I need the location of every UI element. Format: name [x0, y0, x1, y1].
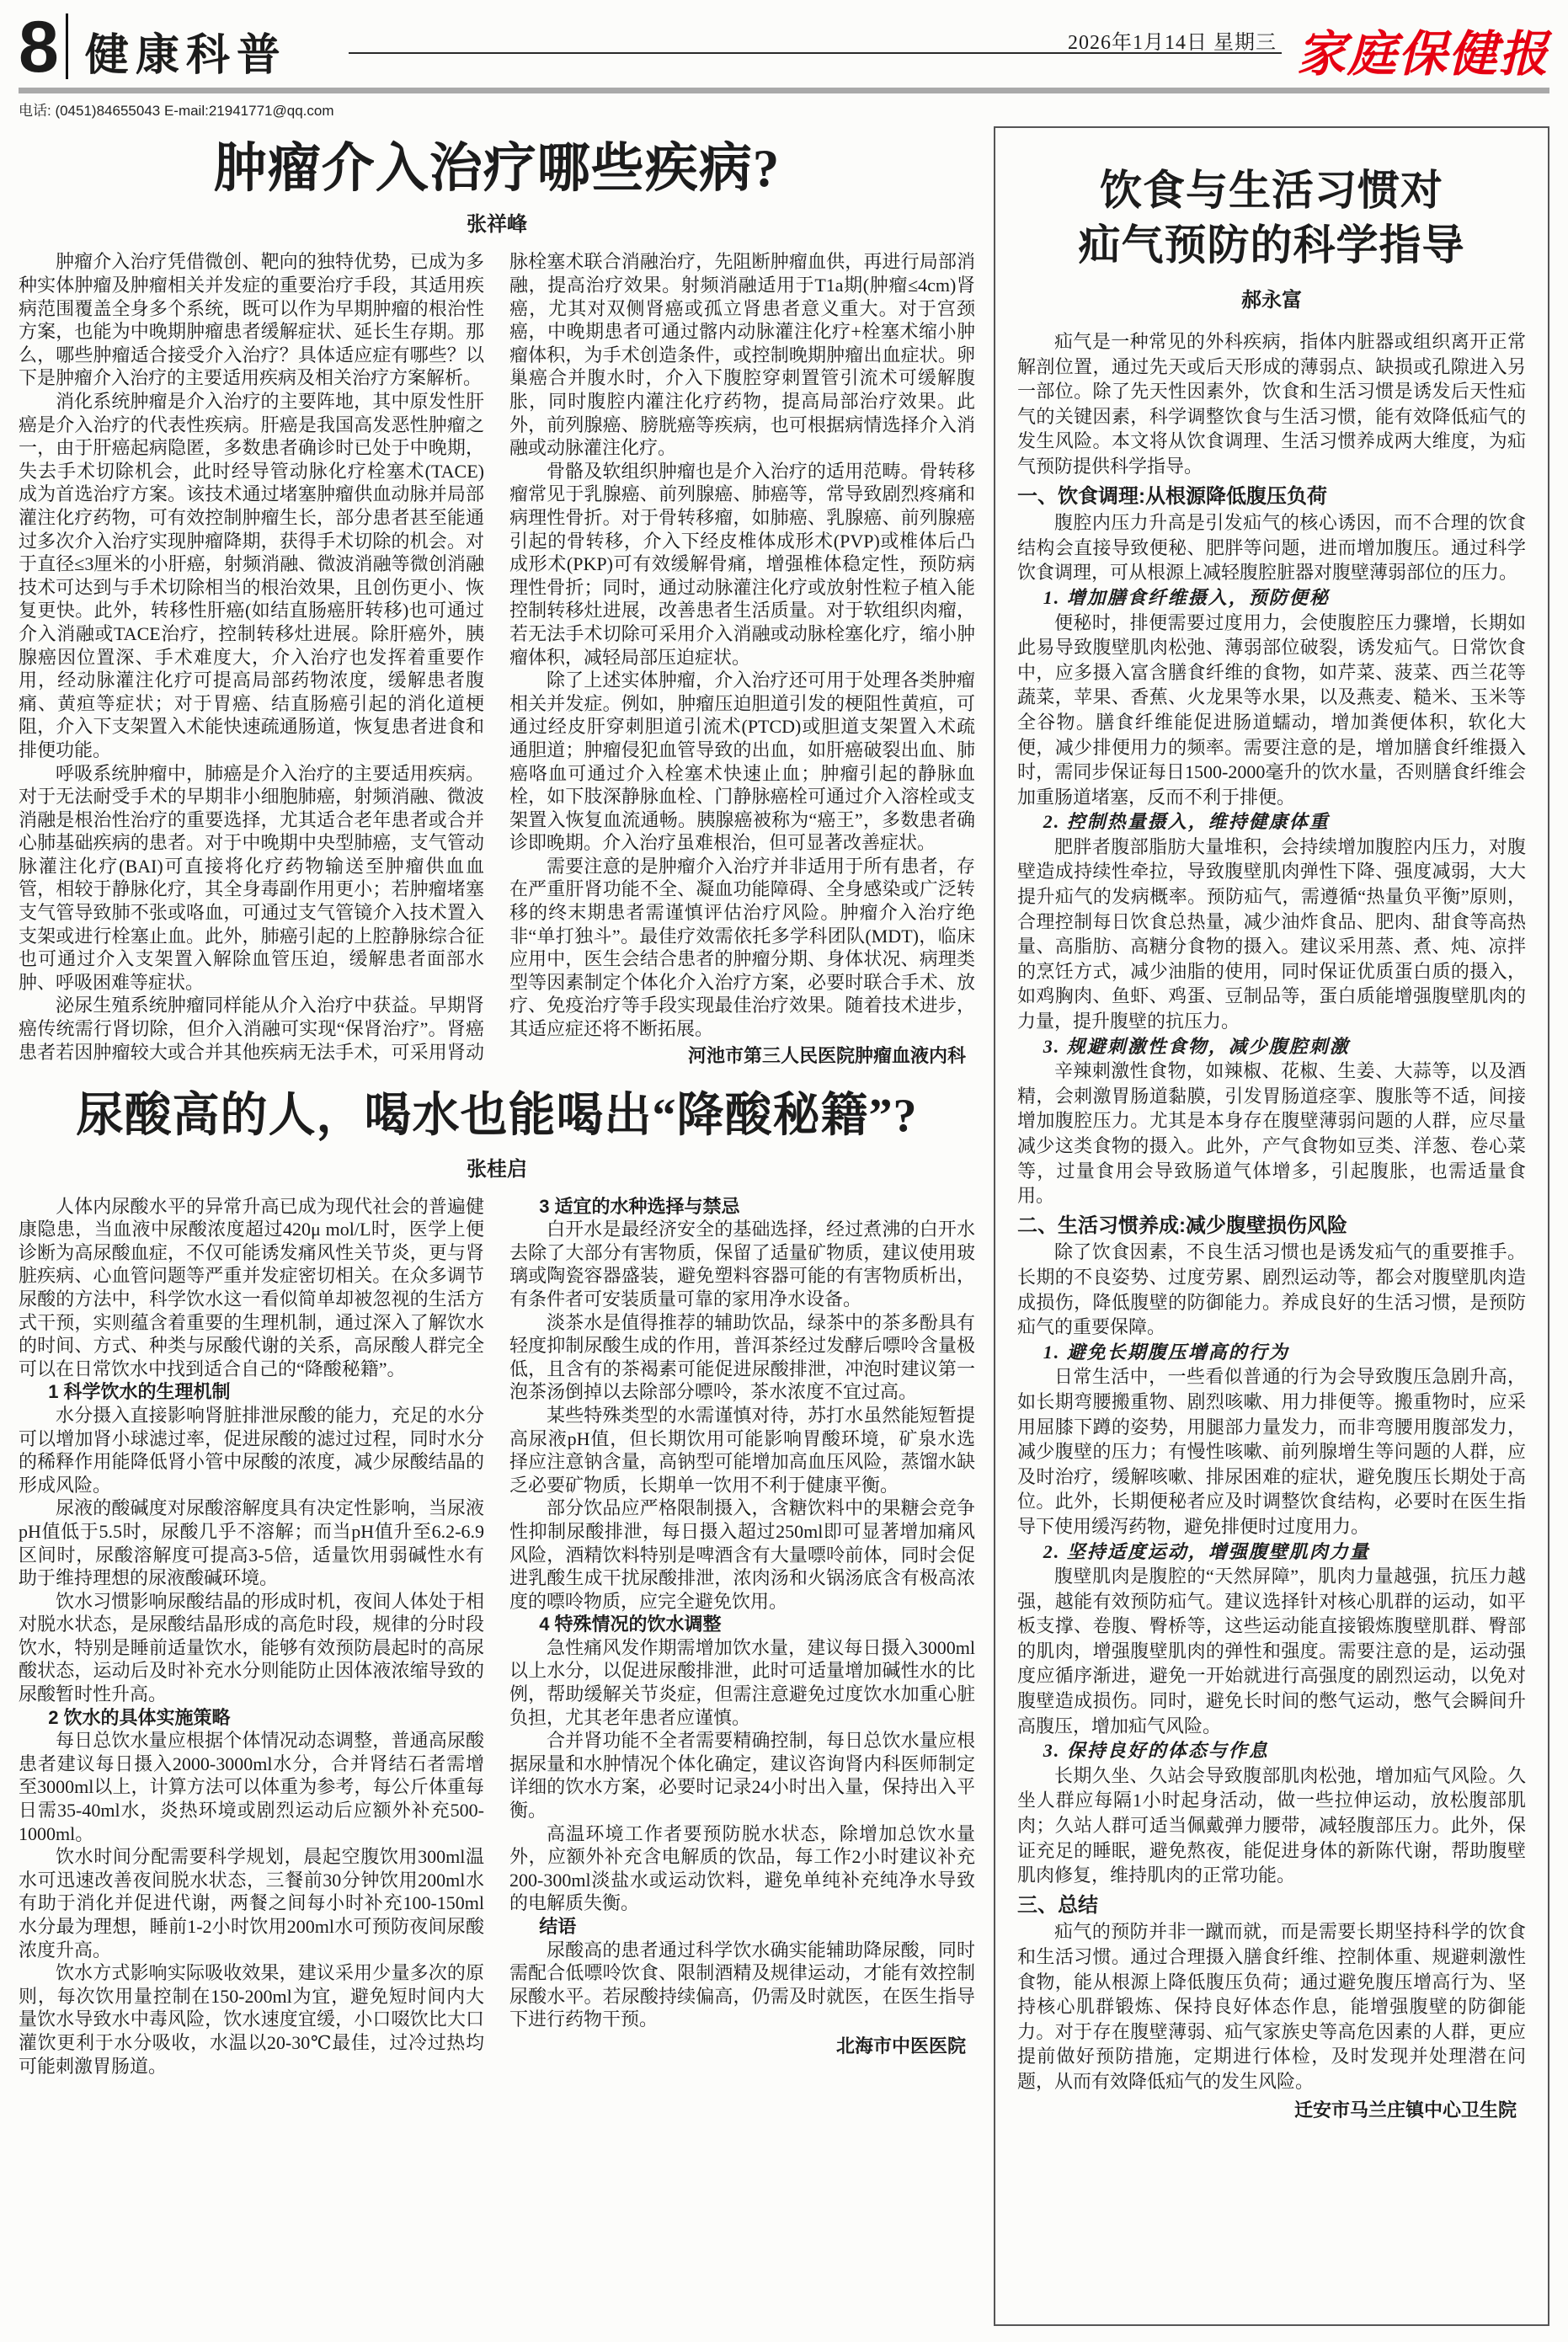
sub-heading: 1. 避免长期腹压增高的行为: [1043, 1341, 1289, 1363]
body-paragraph: 某些特殊类型的水需谨慎对待，苏打水虽然能短暂提高尿液pH值，但长期饮用可能影响胃酸环境，矿泉水选择应注意钠含量，高钠型可能增加高血压风险，蒸馏水缺乏必要矿物质，长期单一饮用不利于健康平衡。: [509, 1404, 975, 1496]
body-paragraph: 肿瘤介入治疗凭借微创、靶向的独特优势，已成为多种实体肿瘤及肿瘤相关并发症的重要治疗手段，其适用疾病范围覆盖全身多个系统，既可以作为早期肿瘤的根治性方案，也能为中晚期肿瘤患者缓解症状、延长生存期。那么，哪些肿瘤适合接受介入治疗？具体适应症有哪些？以下是肿瘤介入治疗的主要适用疾病及相关治疗方案解析。: [19, 251, 484, 389]
body-paragraph: 泌尿生殖系统肿瘤同样能从介入治疗中获益。早期肾癌传统需行肾切除，但介入消融可实现“保肾治疗”。肾癌患者若因肿瘤较大或合并其他疾病无法手术，可采用肾动脉栓塞术联合消融治疗，先阻断肿瘤血供，再进行局部消融，提高治疗效果。射频消融适用于T1a期(肿瘤≤4cm)肾癌，尤其对双侧肾癌或孤立肾患者意义重大。对于宫颈癌，中晚期患者可通过髂内动脉灌注化疗+栓塞术缩小肿瘤体积，为手术创造条件，或控制晚期肿瘤出血症状。卵巢癌合并腹水时，介入下腹腔穿刺置管引流术可缓解腹胀，同时腹腔内灌注化疗药物，提高局部治疗效果。此外，前列腺癌、膀胱癌等疾病，也可根据病情选择介入消融或动脉灌注化疗。: [19, 251, 975, 1063]
body-paragraph: 腹壁肌肉是腹腔的“天然屏障”，肌肉力量越强，抗压力越强，越能有效预防疝气。建议选择针对核心肌群的运动，如平板支撑、卷腹、臀桥等，这些运动能直接锻炼腹壁肌群、臀部的肌肉，增强腹壁肌肉的弹性和强度。需要注意的是，运动强度应循序渐进，避免一开始就进行高强度的剧烈运动，以免对腹壁造成损伤。同时，避免长时间的憋气运动，憋气会瞬间升高腹压，增加疝气风险。: [1017, 1566, 1526, 1736]
section-title: 健康科普: [84, 31, 287, 80]
article-uric-author: 张桂启: [467, 1157, 527, 1181]
article-hernia-author: 郝永富: [1241, 289, 1302, 312]
sub-heading: 3. 保持良好的体态与作息: [1043, 1740, 1269, 1762]
section-heading: 二、生活习惯养成:减少腹壁损伤风险: [1017, 1214, 1347, 1237]
body-paragraph: 肥胖者腹部脂肪大量堆积，会持续增加腹腔内压力，对腹壁造成持续性牵拉，导致腹壁肌肉弹性下降、强度减弱，大大提升疝气的发病概率。预防疝气，需遵循“热量负平衡”原则，合理控制每日饮食总热量，减少油炸食品、肥肉、甜食等高热量、高脂肪、高糖分食物的摄入。建议采用蒸、煮、炖、凉拌的烹饪方式，减少油脂的使用，同时保证优质蛋白质的摄入，如鸡胸肉、鱼虾、鸡蛋、豆制品等，蛋白质能增强腹壁肌肉的力量，提升腹壁的抗压力。: [1017, 835, 1526, 1032]
article-hernia-title-line1: 饮食与生活习惯对: [1100, 167, 1443, 214]
article-uric: [19, 1089, 975, 2078]
section-heading: 3 适宜的水种选择与禁忌: [539, 1195, 740, 1217]
body-paragraph: 除了上述实体肿瘤，介入治疗还可用于处理各类肿瘤相关并发症。例如，肿瘤压迫胆道引发的梗阻性黄疸，可通过经皮肝穿刺胆道引流术(PTCD)或胆道支架置入术疏通胆道；肿瘤侵犯血管导致的出血，如肝癌破裂出血、肺癌咯血可通过介入栓塞术快速止血；肿瘤引起的静脉血栓，如下肢深静脉血栓、门静脉癌栓可通过介入溶栓或支架置入恢复血流通畅。胰腺癌被称为“癌王”，多数患者确诊即晚期。介入治疗虽难根治，但可显著改善症状。: [509, 670, 975, 854]
page-number: 8: [19, 6, 57, 88]
body-paragraph: 除了饮食因素，不良生活习惯也是诱发疝气的重要推手。长期的不良姿势、过度劳累、剧烈运动等，都会对腹壁肌肉造成损伤，降低腹壁的防御能力。养成良好的生活习惯，是预防疝气的重要保障。: [1017, 1241, 1526, 1338]
left-column: [19, 126, 975, 2326]
body-paragraph: 便秘时，排便需要过度用力，会使腹腔压力骤增，长期如此易导致腹壁肌肉松弛、薄弱部位破裂，诱发疝气。日常饮食中，应多摄入富含膳食纤维的食物，如芹菜、菠菜、西兰花等蔬菜，苹果、香蕉、火龙果等水果，以及燕麦、糙米、玉米等全谷物。膳食纤维能促进肠道蠕动，增加粪便体积，软化大便，减少排便用力的频率。需要注意的是，增加膳食纤维摄入时，需同步保证每日1500-2000毫升的饮水量，否则膳食纤维会加重肠道堵塞，反而不利于排便。: [1017, 611, 1526, 808]
section-heading: 结语: [539, 1916, 577, 1938]
section-heading: 一、饮食调理:从根源降低腹压负荷: [1017, 484, 1327, 508]
sub-heading: 2. 坚持适度运动，增强腹壁肌肉力量: [1043, 1540, 1370, 1562]
section-heading: 2 饮水的具体实施策略: [48, 1706, 231, 1728]
article-signature: 迁安市马兰庄镇中心卫生院: [1293, 2099, 1517, 2121]
body-paragraph: 每日总饮水量应根据个体情况动态调整，普通高尿酸患者建议每日摄入2000-3000ml水分，合并肾结石者需增至3000ml以上，计算方法可以体重为参考，每公斤体重每日需35-40ml水，炎热环境或剧烈运动后应额外补充500-1000ml。: [19, 1730, 484, 1844]
body-paragraph: 疝气的预防并非一蹴而就，而是需要长期坚持科学的饮食和生活习惯。通过合理摄入膳食纤维、控制体重、规避刺激性食物，能从根源上降低腹压负荷；通过避免腹压增高行为、坚持核心肌群锻炼、保持良好体态作息，能增强腹壁的防御能力。对于存在腹壁薄弱、疝气家族史等高危因素的人群，更应提前做好预防措施，定期进行体检，及时发现并处理潜在问题，从而有效降低疝气的发生风险。: [1017, 1921, 1526, 2092]
body-paragraph: 骨骼及软组织肿瘤也是介入治疗的适用范畴。骨转移瘤常见于乳腺癌、前列腺癌、肺癌等，常导致剧烈疼痛和病理性骨折。对于骨转移瘤，如肺癌、乳腺癌、前列腺癌引起的骨转移，介入下经皮椎体成形术(PVP)或椎体后凸成形术(PKP)可有效缓解骨痛，增强椎体稳定性，预防病理性骨折；同时，通过动脉灌注化疗或放射性粒子植入能控制转移灶进展，改善患者生活质量。对于软组织肉瘤，若无法手术切除可采用介入消融或动脉栓塞化疗，缩小肿瘤体积，减轻局部压迫症状。: [509, 460, 975, 668]
body-paragraph: 部分饮品应严格限制摄入，含糖饮料中的果糖会竞争性抑制尿酸排泄，每日摄入超过250ml即可显著增加痛风风险，酒精饮料特别是啤酒含有大量嘌呤前体，同时会促进乳酸生成干扰尿酸排泄，浓肉汤和火锅汤底含有极高浓度的嘌呤物质，应完全避免饮用。: [509, 1497, 975, 1612]
body-paragraph: 饮水时间分配需要科学规划，晨起空腹饮用300ml温水可迅速改善夜间脱水状态，三餐前30分钟饮用200ml水有助于消化并促进代谢，两餐之间每小时补充100-150ml水分最为理想，睡前1-2小时饮用200ml水可预防夜间尿酸浓度升高。: [19, 1846, 484, 1961]
masthead-divider: [66, 13, 68, 79]
body-paragraph: 日常生活中，一些看似普通的行为会导致腹压急剧升高，如长期弯腰搬重物、剧烈咳嗽、用力排便等。搬重物时，应采用屈膝下蹲的姿势，用腿部力量发力，而非弯腰用腹部发力，减少腹壁的压力；有慢性咳嗽、前列腺增生等问题的人群，应及时治疗，缓解咳嗽、排尿困难的症状，避免腹压长期处于高位。此外，长期便秘者应及时调整饮食结构，必要时在医生指导下使用缓泻药物，避免排便时过度用力。: [1017, 1366, 1526, 1537]
body-paragraph: 水分摄入直接影响肾脏排泄尿酸的能力，充足的水分可以增加肾小球滤过率，促进尿酸的滤过过程，同时水分的稀释作用能降低肾小管中尿酸的浓度，减少尿酸结晶的形成风险。: [19, 1404, 484, 1496]
contact-line: 电话: (0451)84655043 E-mail:21941771@qq.com: [19, 103, 334, 119]
article-tumor-author: 张祥峰: [467, 213, 527, 237]
body-paragraph: 长期久坐、久站会导致腹部肌肉松弛，增加疝气风险。久坐人群应每隔1小时起身活动，做一些拉伸运动，放松腹部肌肉；久站人群可适当佩戴弹力腰带，减轻腹部压力。此外，保证充足的睡眠，避免熬夜，能促进身体的新陈代谢，帮助腹壁肌肉修复，维持肌肉的正常功能。: [1017, 1764, 1526, 1886]
body-paragraph: 合并肾功能不全者需要精确控制，每日总饮水量应根据尿量和水肿情况个体化确定，建议咨询肾内科医师制定详细的饮水方案，必要时记录24小时出入量，保持出入平衡。: [509, 1730, 975, 1822]
body-paragraph: 辛辣刺激性食物，如辣椒、花椒、生姜、大蒜等，以及酒精，会刺激胃肠道黏膜，引发胃肠道痉挛、腹胀等不适，间接增加腹腔压力。尤其是本身存在腹壁薄弱问题的人群，应尽量减少这类食物的摄入。此外，产气食物如豆类、洋葱、卷心菜等，过量食用会导致肠道气体增多，引起腹胀，也需适量食用。: [1017, 1060, 1526, 1207]
article-tumor: [19, 138, 975, 1067]
article-tumor-title: 肿瘤介入治疗哪些疾病?: [213, 139, 781, 198]
page-body: [0, 120, 1568, 2326]
section-heading: 三、总结: [1017, 1893, 1098, 1917]
article-hernia-body: [1017, 329, 1526, 2122]
section-heading: 4 特殊情况的饮水调整: [539, 1614, 722, 1635]
sub-heading: 3. 规避刺激性食物，减少腹腔刺激: [1043, 1035, 1350, 1057]
issue-date: 2026年1月14日 星期三: [1067, 32, 1277, 54]
body-paragraph: 淡茶水是值得推荐的辅助饮品，绿茶中的茶多酚具有轻度抑制尿酸生成的作用，普洱茶经过发酵后嘌呤含量极低，且含有的茶褐素可能促进尿酸排泄，冲泡时建议第一泡茶汤倒掉以去除部分嘌呤，茶水浓度不宜过高。: [509, 1311, 975, 1403]
section-heading: 1 科学饮水的生理机制: [48, 1381, 231, 1403]
body-paragraph: 急性痛风发作期需增加饮水量，建议每日摄入3000ml以上水分，以促进尿酸排泄，此时可适量增加碱性水的比例，帮助缓解关节炎症，但需注意避免过度饮水加重心脏负担，尤其老年患者应谨慎。: [509, 1636, 975, 1728]
body-paragraph: 腹腔内压力升高是引发疝气的核心诱因，而不合理的饮食结构会直接导致便秘、肥胖等问题，进而增加腹压。通过科学饮食调理，可从根源上减轻腹腔脏器对腹壁薄弱部位的压力。: [1017, 512, 1526, 584]
body-paragraph: 需要注意的是肿瘤介入治疗并非适用于所有患者，存在严重肝肾功能不全、凝血功能障碍、全身感染或广泛转移的终末期患者需谨慎评估治疗风险。肿瘤介入治疗绝非“单打独斗”。最佳疗效需依托多学科团队(MDT)，临床应用中，医生会结合患者的肿瘤分期、身体状况、病理类型等因素制定个体化介入治疗方案，必要时联合手术、放疗、免疫治疗等手段实现最佳治疗效果。随着技术进步，其适应症还将不断拓展。: [509, 855, 975, 1040]
body-paragraph: 尿液的酸碱度对尿酸溶解度具有决定性影响，当尿液pH值低于5.5时，尿酸几乎不溶解；而当pH值升至6.2-6.9区间时，尿酸溶解度可提高3-5倍，适量饮用弱碱性水有助于维持理想的尿液酸碱环境。: [19, 1497, 484, 1589]
article-signature: 河池市第三人民医院肿瘤血液内科: [687, 1044, 966, 1066]
article-tumor-body: [19, 250, 975, 1067]
article-hernia: [994, 126, 1549, 2326]
sub-heading: 2. 控制热量摄入，维持健康体重: [1043, 811, 1330, 833]
body-paragraph: 疝气是一种常见的外科疾病，指体内脏器或组织离开正常解剖位置，通过先天或后天形成的薄弱点、缺损或孔隙进入另一部位。除了先天性因素外，饮食和生活习惯是诱发后天性疝气的关键因素，科学调整饮食与生活习惯，能有效降低疝气的发生风险。本文将从饮食调理、生活习惯养成两大维度，为疝气预防提供科学指导。: [1017, 331, 1526, 477]
article-uric-title: 尿酸高的人，喝水也能喝出“降酸秘籍”?: [76, 1090, 918, 1143]
masthead-thin-rule: [349, 52, 1282, 54]
body-paragraph: 高温环境工作者要预防脱水状态，除增加总饮水量外，应额外补充含电解质的饮品，每工作2小时建议补充200-300ml淡盐水或运动饮料，避免单纯补充纯净水导致的电解质失衡。: [509, 1822, 975, 1914]
paper-name: 家庭保健报: [1296, 27, 1549, 82]
masthead: [0, 0, 1568, 88]
body-paragraph: 人体内尿酸水平的异常升高已成为现代社会的普遍健康隐患，当血液中尿酸浓度超过420μ mol/L时，医学上便诊断为高尿酸血症，不仅可能诱发痛风性关节炎，更与肾脏疾病、心血管问题等严重并发症密切相关。在众多调节尿酸的方法中，科学饮水这一看似简单却被忽视的生活方式干预，实则蕴含着重要的生理机制，通过深入了解饮水的时间、方式、种类与尿酸代谢的关系，高尿酸人群完全可以在日常饮水中找到适合自己的“降酸秘籍”。: [19, 1195, 484, 1379]
article-hernia-title-line2: 疝气预防的科学指导: [1078, 221, 1465, 269]
masthead-thick-rule: [19, 88, 1549, 93]
body-paragraph: 呼吸系统肿瘤中，肺癌是介入治疗的主要适用疾病。对于无法耐受手术的早期非小细胞肺癌，射频消融、微波消融是根治性治疗的重要选择，尤其适合老年患者或合并心肺基础疾病的患者。对于中晚期中央型肺癌，支气管动脉灌注化疗(BAI)可直接将化疗药物输送至肿瘤供血血管，相较于静脉化疗，其全身毒副作用更小；若肿瘤堵塞支气管导致肺不张或咯血，可通过支气管镜介入技术置入支架或进行栓塞止血。此外，肺癌引起的上腔静脉综合征也可通过介入支架置入解除血管压迫，缓解患者面部水肿、呼吸困难等症状。: [19, 762, 484, 993]
masthead-rule-area: [302, 15, 1282, 81]
article-uric-body: [19, 1195, 975, 2078]
article-signature: 北海市中医医院: [835, 2035, 966, 2057]
body-paragraph: 消化系统肿瘤是介入治疗的主要阵地，其中原发性肝癌是介入治疗的代表性疾病。肝癌是我国高发恶性肿瘤之一，由于肝癌起病隐匿，多数患者确诊时已处于中晚期，失去手术切除机会，此时经导管动脉化疗栓塞术(TACE)成为首选治疗方案。该技术通过堵塞肿瘤供血动脉并局部灌注化疗药物，可有效控制肿瘤生长，部分患者甚至能通过多次介入治疗实现肿瘤降期，获得手术切除的机会。对于直径≤3厘米的小肝癌，射频消融、微波消融等微创消融技术可达到与手术切除相当的根治效果，且创伤更小、恢复更快。此外，转移性肝癌(如结直肠癌肝转移)也可通过介入消融或TACE治疗，控制转移灶进展。除肝癌外，胰腺癌因位置深、手术难度大，介入治疗也发挥着重要作用，经动脉灌注化疗可提高局部药物浓度，缓解患者腹痛、黄疸等症状；对于胃癌、结直肠癌引起的消化道梗阻，介入下支架置入术能快速疏通肠道，恢复患者进食和排便功能。: [19, 391, 484, 760]
body-paragraph: 尿酸高的患者通过科学饮水确实能辅助降尿酸，同时需配合低嘌呤饮食、限制酒精及规律运动，才能有效控制尿酸水平。若尿酸持续偏高，仍需及时就医，在医生指导下进行药物干预。: [509, 1939, 975, 2030]
body-paragraph: 饮水方式影响实际吸收效果，建议采用少量多次的原则，每次饮用量控制在150-200ml为宜，避免短时间内大量饮水导致水中毒风险，饮水速度宜缓，小口啜饮比大口灌饮更利于水分吸收，水温以20-30℃最佳，过冷过热均可能刺激胃肠道。: [19, 1962, 484, 2077]
article-hernia-title: [1017, 163, 1526, 273]
body-paragraph: 饮水习惯影响尿酸结晶的形成时机，夜间人体处于相对脱水状态，是尿酸结晶形成的高危时段，规律的分时段饮水，特别是睡前适量饮水，能够有效预防晨起时的高尿酸状态，运动后及时补充水分则能防止因体液浓缩导致的尿酸暂时性升高。: [19, 1590, 484, 1705]
body-paragraph: 白开水是最经济安全的基础选择，经过煮沸的白开水去除了大部分有害物质，保留了适量矿物质，建议使用玻璃或陶瓷容器盛装，避免塑料容器可能的有害物质析出，有条件者可安装质量可靠的家用净水设备。: [509, 1219, 975, 1310]
sub-heading: 1. 增加膳食纤维摄入，预防便秘: [1043, 586, 1330, 608]
